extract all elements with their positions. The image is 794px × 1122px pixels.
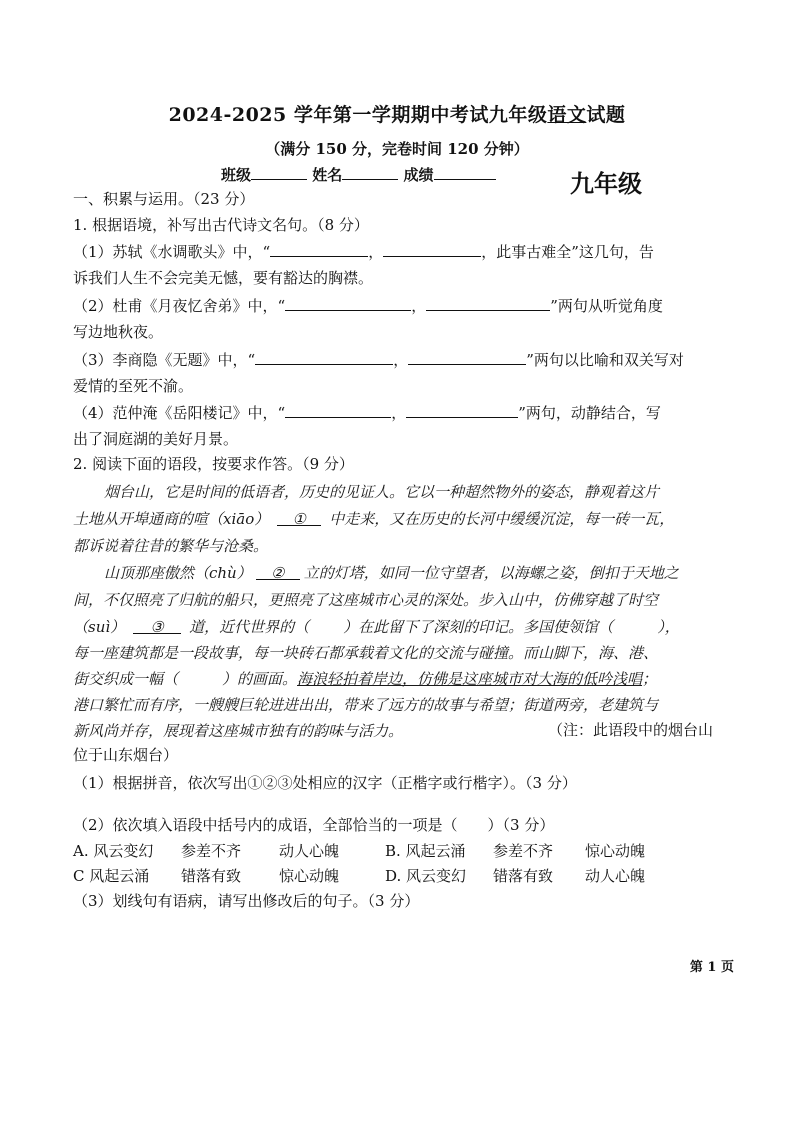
answer-blank[interactable] [408,349,526,365]
passage-line: 港口繁忙而有序，一艘艘巨轮进进出出，带来了远方的故事与希望；街道两旁，老建筑与 [73,696,659,714]
option-b-word: 参差不齐 [493,842,554,860]
name-field[interactable] [342,165,398,180]
blank-2[interactable] [256,564,300,580]
passage-text: 道，近代世界的（ [189,618,310,636]
score-field[interactable] [434,165,496,180]
passage-note: （注：此语段中的烟台山 [548,721,714,739]
passage-text: 街交织成一幅（ [73,670,179,688]
q1-item-4-lead: （4）范仲淹《岳阳楼记》中，“ [73,404,286,422]
blank-1[interactable] [277,510,321,526]
option-row [73,866,645,886]
option-c-word: 错落有致 [181,867,242,885]
q1-item-4-cont: 出了洞庭湖的美好月景。 [73,430,239,448]
option-d-word: 错落有致 [493,867,554,885]
passage-text: ）在此留下了深刻的印记。多国使领馆（ [343,618,614,636]
passage-line: 新风尚并存，展现着这座城市独有的韵味与活力。 [73,722,404,740]
answer-blank[interactable] [255,349,393,365]
underlined-sentence: 海浪轻拍着岸边，仿佛是这座城市对大海的低吟浅唱 [297,670,643,688]
comma: ， [368,243,384,261]
passage-line [73,508,674,529]
title-prefix: 2024-2025 学年第一学期期中考试九年级 [168,104,548,126]
blank-3[interactable] [133,618,181,634]
q1-item-1-cont: 诉我们人生不会完美无憾，要有豁达的胸襟。 [73,269,374,287]
class-field[interactable] [251,165,307,180]
passage-note: 位于山东烟台） [73,746,179,764]
q1-item-4 [73,402,661,423]
option-b[interactable]: B. 风起云涌 [385,842,466,860]
q1-item-2-tail: ”两句从听觉角度 [550,297,663,315]
passage-line [73,668,657,689]
answer-blank[interactable] [285,402,391,418]
marker-1: ① [292,510,306,528]
title-subject: 语文 [547,104,587,126]
option-a-word: 动人心魄 [279,842,340,860]
passage-line: 每一座建筑都是一段故事，每一块砖石都承载着文化的交流与碰撞。而山脚下，海、港、 [73,644,659,662]
marker-3: ③ [150,618,164,636]
title-suffix: 试题 [586,104,626,126]
option-d[interactable]: D. 风云变幻 [385,867,467,885]
passage-text: 立的灯塔，如同一位守望者，以海螺之姿，倒扣于天地之 [303,564,679,582]
passage-line: 烟台山，它是时间的低语者，历史的见证人。它以一种超然物外的姿态，静观着这片 [104,483,660,501]
name-label: 姓名 [312,166,343,184]
page-title [0,100,794,127]
passage-text: 山顶那座傲然（chù） [104,564,252,582]
comma: ， [393,351,409,369]
passage-text: 土地从开埠通商的喧（xiāo） [73,510,270,528]
answer-blank[interactable] [406,402,518,418]
q1-item-1 [73,241,654,262]
q1-item-3-tail: ”两句以比喻和双关写对 [526,351,684,369]
marker-2: ② [271,564,285,582]
answer-blank[interactable] [383,241,481,257]
q1-item-4-tail: ”两句，动静结合，写 [518,404,661,422]
passage-text: ）， [657,618,680,636]
q2-sub-1: （1）根据拼音，依次写出①②③处相应的汉字（正楷字或行楷字）。（3 分） [73,774,577,792]
passage-text: 中走来，又在历史的长河中缓缓沉淀，每一砖一瓦， [329,510,675,528]
class-label: 班级 [221,166,252,184]
answer-blank[interactable] [426,295,550,311]
q2-sub-2: （2）依次填入语段中括号内的成语，全部恰当的一项是（ ）（3 分） [73,816,555,834]
passage-text: ）的画面。 [222,670,298,688]
q1-item-1-tail: ，此事古难全”这几句，告 [481,243,654,261]
option-c[interactable]: C 风起云涌 [73,867,150,885]
q1-item-3 [73,349,684,370]
page-number: 第 1 页 [689,960,734,975]
option-b-word: 惊心动魄 [585,842,646,860]
q2-heading: 2. 阅读下面的语段，按要求作答。（9 分） [73,455,354,473]
comma: ， [391,404,407,422]
option-c-word: 惊心动魄 [279,867,340,885]
passage-text: （suì） [73,618,126,636]
passage-line [73,616,680,637]
q1-item-2 [73,295,663,316]
q1-item-2-lead: （2）杜甫《月夜忆舍弟》中，“ [73,297,286,315]
q1-item-3-lead: （3）李商隐《无题》中，“ [73,351,256,369]
option-d-word: 动人心魄 [585,867,646,885]
student-info-row [221,164,496,185]
score-label: 成绩 [403,166,434,184]
exam-subtitle: （满分 150 分，完卷时间 120 分钟） [265,140,529,158]
grade-handwritten: 九年级 [570,169,642,198]
option-a-word: 参差不齐 [181,842,242,860]
q1-item-2-cont: 写边地秋夜。 [73,323,164,341]
comma: ， [411,297,427,315]
section-heading: 一、积累与运用。（23 分） [73,190,255,208]
q2-sub-3: （3）划线句有语病，请写出修改后的句子。（3 分） [73,892,420,910]
option-a[interactable]: A. 风云变幻 [73,842,154,860]
q1-item-3-cont: 爱情的至死不渝。 [73,377,194,395]
answer-blank[interactable] [285,295,411,311]
answer-blank[interactable] [270,241,368,257]
option-row [73,841,645,861]
passage-line [104,562,679,583]
q1-item-1-lead: （1）苏轼《水调歌头》中，“ [73,243,271,261]
passage-line: 间，不仅照亮了归航的船只，更照亮了这座城市心灵的深处。步入山中，仿佛穿越了时空 [73,591,659,609]
q1-heading: 1. 根据语境，补写出古代诗文名句。（8 分） [73,216,369,234]
passage-line: 都诉说着往昔的繁华与沧桑。 [73,537,269,555]
passage-text: ； [642,670,658,688]
